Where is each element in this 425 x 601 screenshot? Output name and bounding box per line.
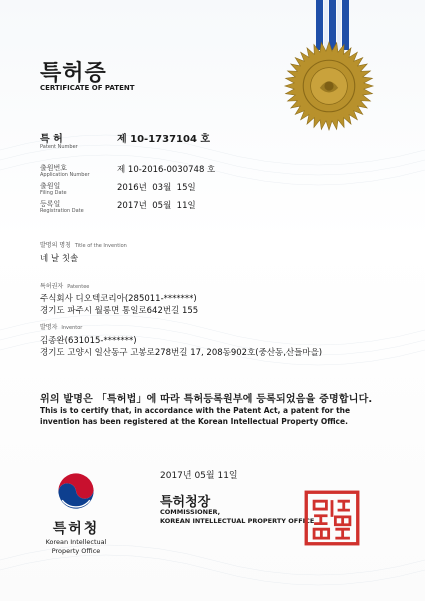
- patent-number-label: 특 허: [40, 134, 63, 145]
- registration-date-value: 2017년 05월 11일: [117, 201, 196, 211]
- inventor-label-kr: 발명자: [40, 324, 58, 331]
- official-red-stamp-icon: [304, 490, 360, 546]
- commissioner-title: 특허청장: [160, 495, 211, 510]
- application-number-value: 제 10-2016-0030748 호: [117, 165, 216, 175]
- application-number-label-en: Application Number: [40, 172, 90, 178]
- kipo-name-kr: 특허청: [52, 521, 100, 537]
- kipo-name-en: [33, 538, 119, 556]
- certification-statement-en: This is to certify that, in accordance with the Patent Act, a patent for the invention has been registered at the Korean Intellectual Property Office.: [40, 406, 351, 426]
- gold-seal-icon: [283, 40, 375, 132]
- invention-title-label: [40, 240, 127, 249]
- certification-statement-kr: 위의 발명은 「특허법」에 따라 특허등록원부에 등록되었음을 증명합니다.: [40, 394, 373, 405]
- registration-date-label-en: Registration Date: [40, 208, 84, 214]
- patent-number-label-en: Patent Number: [40, 144, 78, 150]
- certificate-title: 특허증: [40, 61, 107, 86]
- inventor-label: [40, 322, 82, 331]
- issue-date: 2017년 05월 11일: [160, 471, 238, 481]
- patentee-label: [40, 281, 89, 290]
- commissioner-line1: COMMISSIONER,: [160, 508, 221, 516]
- kipo-taegeuk-logo-icon: [53, 468, 99, 514]
- registration-date-label: 등록일: [40, 200, 61, 208]
- inventor-name: 김종완(631015-*******): [40, 336, 137, 346]
- filing-date-label: 출원일: [40, 182, 61, 190]
- patentee-address: 경기도 파주시 월롱면 통일로642번길 155: [40, 306, 199, 316]
- kipo-name-en-line2: Property Office: [51, 547, 101, 555]
- invention-title-label-kr: 발명의 명칭: [40, 242, 71, 249]
- application-number-label: 출원번호: [40, 164, 68, 172]
- certificate-title-en: CERTIFICATE OF PATENT: [40, 84, 135, 92]
- invention-title-value: 네 날 칫솔: [40, 254, 79, 264]
- patentee-label-en: Patentee: [67, 284, 90, 290]
- patentee-name: 주식회사 디오텍코리아(285011-*******): [40, 294, 197, 304]
- commissioner-line2: KOREAN INTELLECTUAL PROPERTY OFFICE: [160, 517, 315, 525]
- patentee-label-kr: 특허권자: [40, 283, 64, 290]
- patent-number-value: 제 10-1737104 호: [117, 134, 211, 145]
- inventor-address: 경기도 고양시 일산동구 고봉로278번길 17, 208동902호(중산동,산들마을): [40, 348, 323, 358]
- filing-date-label-en: Filing Date: [40, 190, 67, 196]
- filing-date-value: 2016년 03월 15일: [117, 183, 196, 193]
- commissioner-title-en: [160, 508, 314, 526]
- invention-title-label-en: Title of the Invention: [74, 243, 127, 249]
- inventor-label-en: Inventor: [61, 325, 83, 331]
- kipo-name-en-line1: Korean Intellectual: [45, 538, 107, 546]
